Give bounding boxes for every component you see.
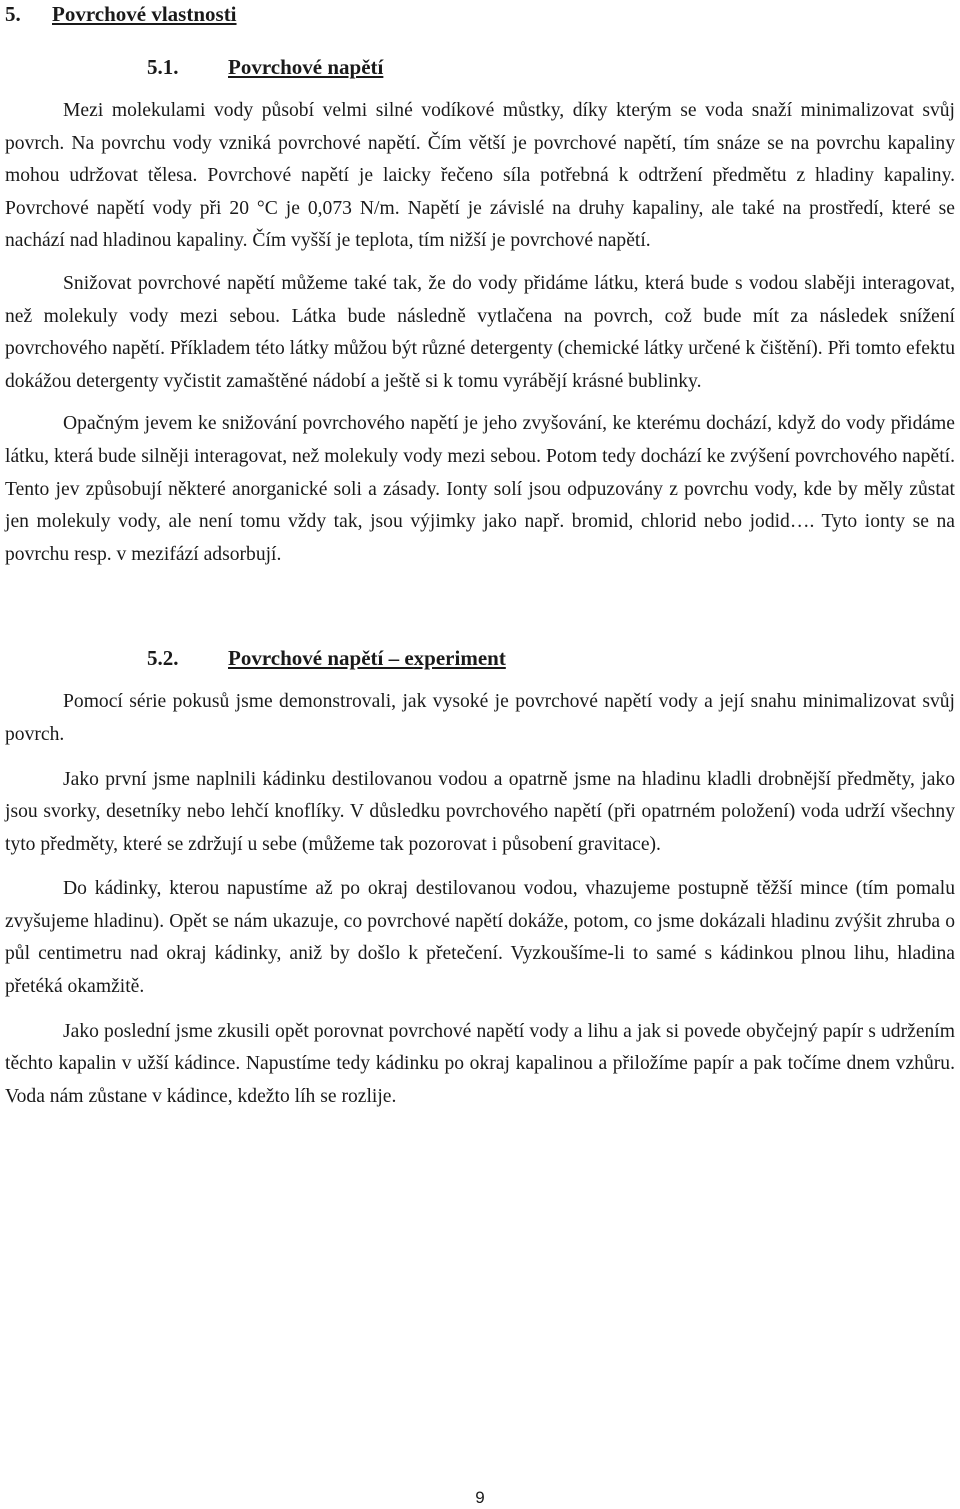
paragraph-2-2: Jako první jsme naplnili kádinku destilovanou vodou a opatrně jsme na hladinu kladli drobnější předměty, jako jsou svorky, desetníky nebo lehčí knoflíky. V důsledku povrchového napětí (při opatrném položení) voda udrží všechny tyto předměty, které se zdržují u sebe (můžeme tak pozorovat i působení gravitace). bbox=[5, 768, 955, 855]
page-number: 9 bbox=[475, 1488, 485, 1507]
page-content bbox=[5, 0, 955, 1113]
subsection-number-1: 5.1. bbox=[147, 55, 179, 79]
paragraph-1-1: Mezi molekulami vody působí velmi silné vodíkové můstky, díky kterým se voda snaží minimalizovat svůj povrch. Na povrchu vody vzniká povrchové napětí. Čím větší je povrchové napětí, tím snáze se na povrchu kapaliny mohou udržovat tělesa. Povrchové napětí je laicky řečeno síla potřebná k odtržení předmětu z hladiny kapaliny. Povrchové napětí vody při 20 °C je 0,073 N/m. Napětí je závislé na druhy kapaliny, ale také na prostředí, které se nachází nad hladinou kapaliny. Čím vyšší je teplota, tím nižší je povrchové napětí. bbox=[5, 100, 955, 252]
paragraph-2-1: Pomocí série pokusů jsme demonstrovali, jak vysoké je povrchové napětí vody a její snahu minimalizovat svůj povrch. bbox=[5, 691, 955, 745]
section-title: Povrchové vlastnosti bbox=[52, 2, 237, 26]
subsection-title-1: Povrchové napětí bbox=[228, 55, 384, 79]
paragraph-1-2: Snižovat povrchové napětí můžeme také tak, že do vody přidáme látku, která bude s vodou slaběji interagovat, než molekuly vody mezi sebou. Látka bude následně vytlačena na povrch, což bude mít za následek snížení povrchového napětí. Příkladem této látky můžou být různé detergenty (chemické látky určené k čištění). Při tomto efektu dokážou detergenty vyčistit zamaštěné nádobí a ještě si k tomu vyrábějí krásné bublinky. bbox=[5, 272, 955, 392]
paragraph-2-4: Jako poslední jsme zkusili opět porovnat povrchové napětí vody a lihu a jak si povede obyčejný papír s udržením těchto kapalin v užší kádince. Napustíme tedy kádinku po okraj kapalinou a přiložíme papír a pak točíme dnem vzhůru. Voda nám zůstane v kádince, kdežto líh se rozlije. bbox=[5, 1020, 955, 1107]
section-heading bbox=[5, 0, 955, 27]
subsection-number-2: 5.2. bbox=[147, 646, 179, 671]
subsection-title-2: Povrchové napětí – experiment bbox=[228, 646, 506, 671]
paragraph-2-3: Do kádinky, kterou napustíme až po okraj destilovanou vodou, vhazujeme postupně těžší mince (tím pomalu zvyšujeme hladinu). Opět se nám ukazuje, co povrchové napětí dokáže, potom, co jsme dokázali hladinu zvýšit zhruba o půl centimetru nad okraj kádinky, aniž by došlo k přetečení. Vyzkoušíme-li to samé s kádinkou plnou lihu, hladina přetéká okamžitě. bbox=[5, 878, 955, 998]
paragraph-1-3: Opačným jevem ke snižování povrchového napětí je jeho zvyšování, ke kterému dochází, když do vody přidáme látku, která bude silněji interagovat, než molekuly vody mezi sebou. Potom tedy dochází ke zvýšení povrchového napětí. Tento jev způsobují některé anorganické soli a zásady. Ionty solí jsou odpuzovány z povrchu vody, kde by měly zůstat jen molekuly vody, ale není tomu vždy tak, jsou výjimky jako např. bromid, chlorid nebo jodid…. Tyto ionty se na povrchu resp. v mezifází adsorbují. bbox=[5, 413, 955, 565]
subsection-heading-2 bbox=[5, 645, 955, 671]
section-number: 5. bbox=[5, 2, 21, 26]
subsection-heading-1 bbox=[5, 54, 955, 80]
